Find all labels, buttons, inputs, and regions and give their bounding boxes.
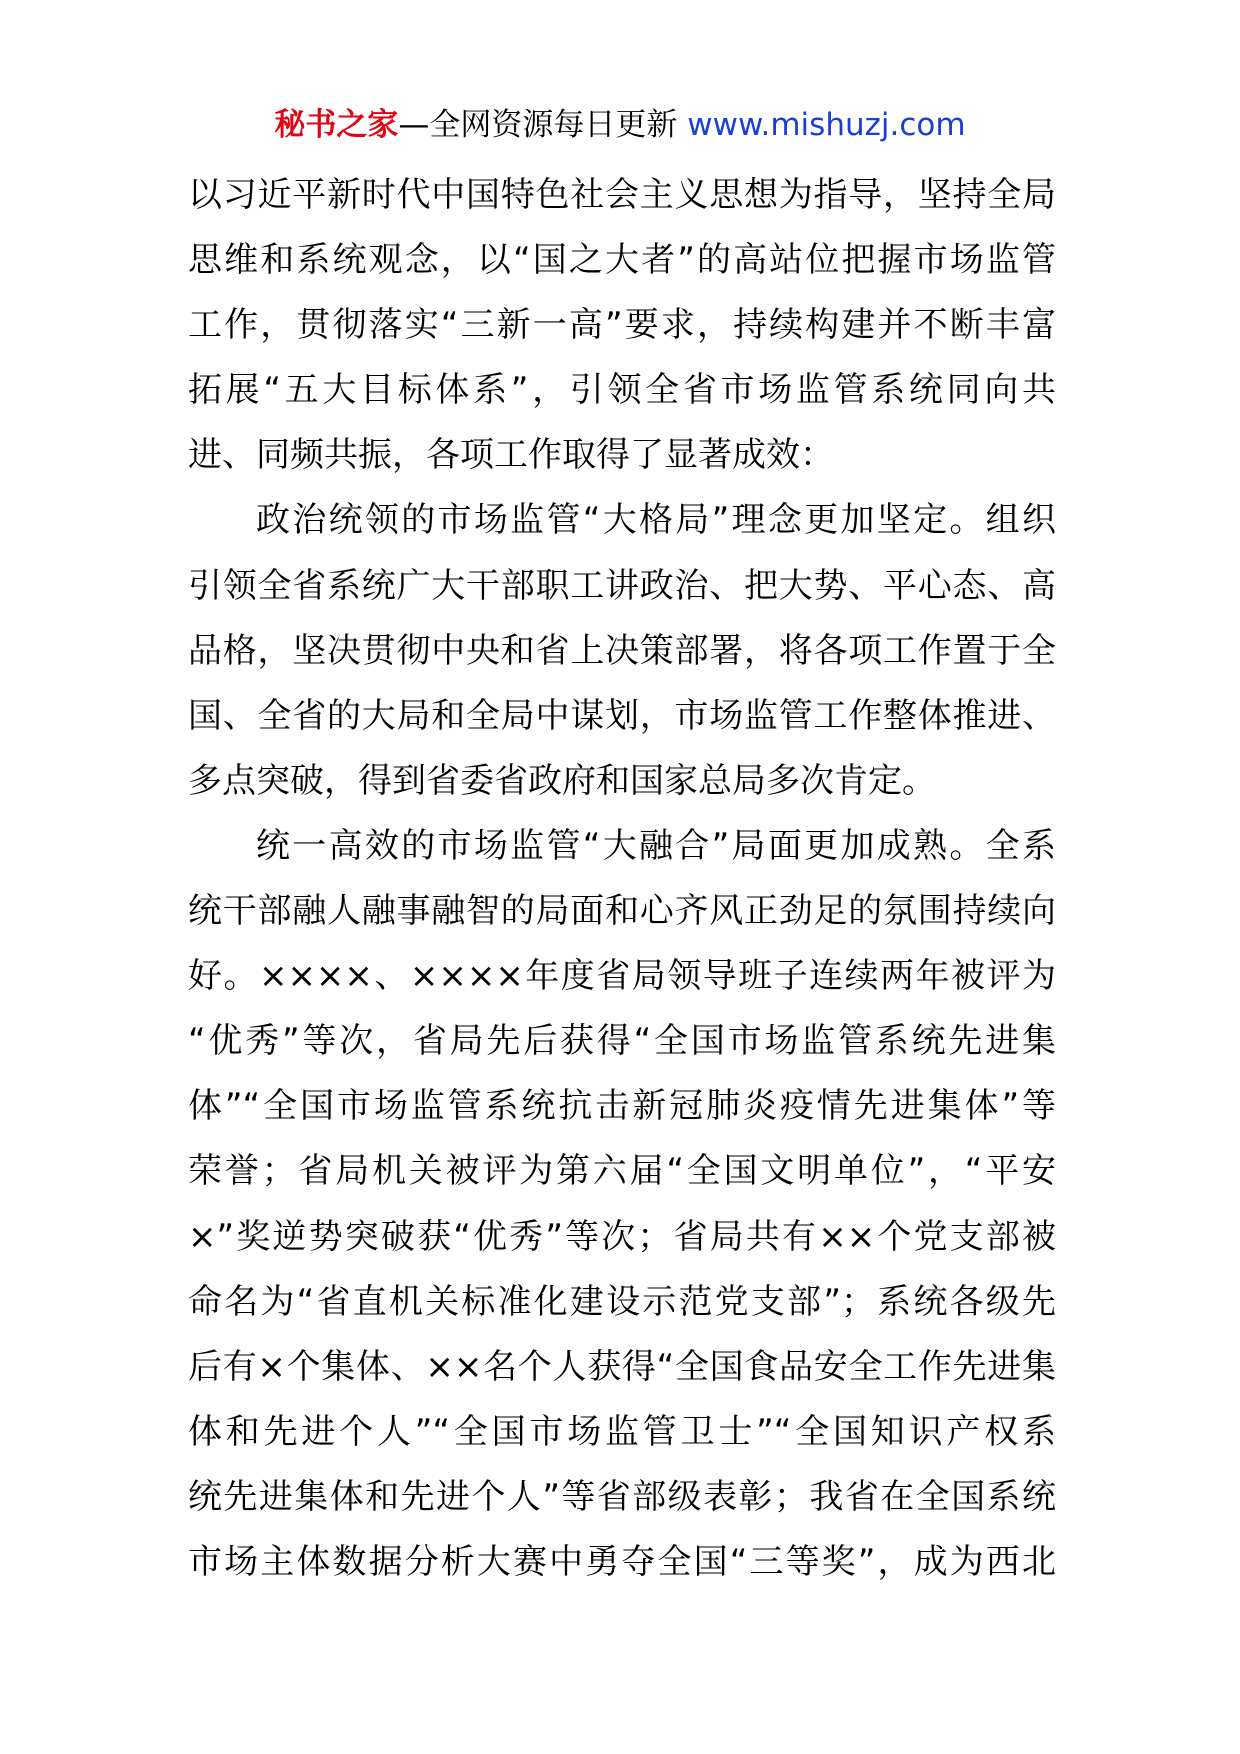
text-line: 市场主体数据分析大赛中勇夺全国“三等奖”，成为西北 — [188, 1541, 1056, 1582]
text-line: 工作，贯彻落实“三新一高”要求，持续构建并不断丰富 — [188, 305, 1056, 346]
header-tagline: —全网资源每日更新 — [398, 107, 688, 143]
text-line: 体和先进个人”“全国市场监管卫士”“全国知识产权系 — [188, 1411, 1056, 1452]
text-line: 体”“全国市场监管系统抗击新冠肺炎疫情先进集体”等 — [188, 1086, 1056, 1127]
text-line: 荣誉；省局机关被评为第六届“全国文明单位”，“平安 — [188, 1151, 1056, 1192]
page-header — [0, 100, 1240, 150]
text-line: 多点突破，得到省委省政府和国家总局多次肯定。 — [188, 760, 936, 801]
header-url[interactable]: www.mishuzj.com — [687, 107, 966, 143]
paragraph-start-line: 政治统领的市场监管“大格局”理念更加坚定。组织 — [256, 500, 1056, 541]
text-line: 国、全省的大局和全局中谋划，市场监管工作整体推进、 — [188, 695, 1056, 736]
text-line: 进、同频共振，各项工作取得了显著成效： — [188, 435, 834, 476]
text-line: 拓展“五大目标体系”，引领全省市场监管系统同向共 — [188, 370, 1056, 411]
text-line: 好。××××、××××年度省局领导班子连续两年被评为 — [188, 956, 1056, 997]
text-line: 统先进集体和先进个人”等省部级表彰；我省在全国系统 — [188, 1476, 1056, 1517]
text-line: 统干部融人融事融智的局面和心齐风正劲足的氛围持续向 — [188, 891, 1056, 932]
text-line: 引领全省系统广大干部职工讲政治、把大势、平心态、高 — [188, 565, 1056, 606]
text-line: 以习近平新时代中国特色社会主义思想为指导，坚持全局 — [188, 175, 1056, 215]
paragraph-start-line: 统一高效的市场监管“大融合”局面更加成熟。全系 — [256, 825, 1056, 866]
text-line: ×”奖逆势突破获“优秀”等次；省局共有××个党支部被 — [188, 1216, 1056, 1257]
text-line: 后有×个集体、××名个人获得“全国食品安全工作先进集 — [188, 1346, 1056, 1387]
brand-name: 秘书之家 — [274, 107, 399, 143]
text-line: 思维和系统观念，以“国之大者”的高站位把握市场监管 — [188, 240, 1056, 281]
document-body — [188, 163, 1056, 1595]
text-line: 品格，坚决贯彻中央和省上决策部署，将各项工作置于全 — [188, 630, 1056, 671]
text-line: 命名为“省直机关标准化建设示范党支部”；系统各级先 — [188, 1281, 1056, 1322]
text-line: “优秀”等次，省局先后获得“全国市场监管系统先进集 — [188, 1021, 1056, 1062]
